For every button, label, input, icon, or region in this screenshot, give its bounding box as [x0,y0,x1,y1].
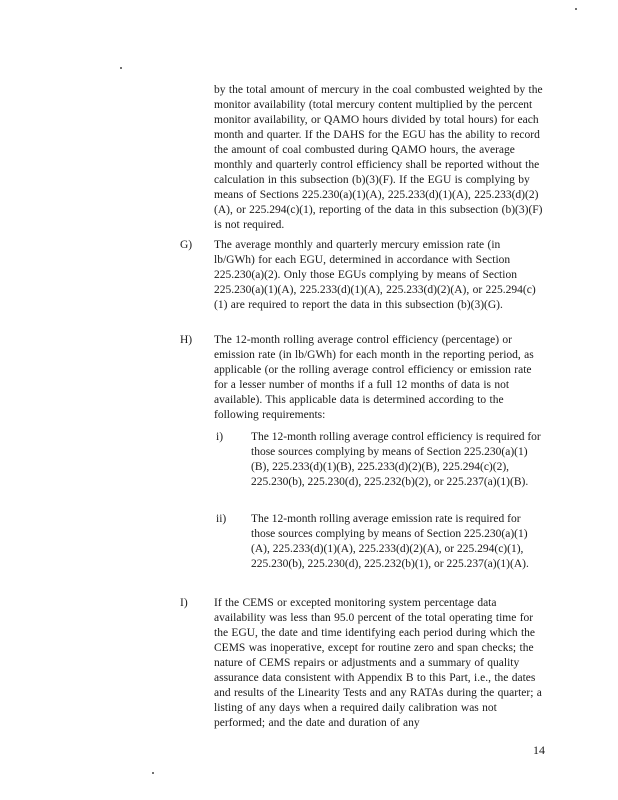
item-text-h: The 12-month rolling average control efficiency (percentage) or emission rate (in lb/GWh) for each month in the reporting period, as applicable (or the rolling average control efficiency or emission rate for a lesser number of months if a full 12 months of data is not available). This applicable data is determined according to the following requirements: [214,334,534,421]
subitem-label-ii: ii) [216,513,227,525]
scan-speck [152,772,154,774]
subitem-text-i: The 12-month rolling average control efficiency is required for those sources complying by means of Section 225.230(a)(1)(B), 225.233(d)(1)(B), 225.233(d)(2)(B), 225.294(c)(2), 225.230(b), 225.230(d), 225.232(b)(2), or 225.237(a)(1)(B). [251,431,541,488]
item-label-g: G) [180,239,193,251]
subitem-label-i: i) [216,431,224,443]
scan-speck [575,8,577,10]
item-label-i: I) [180,597,188,609]
scan-speck [120,67,122,69]
item-label-h: H) [180,334,193,346]
subitem-text-ii: The 12-month rolling average emission rate is required for those sources complying by means of Section 225.230(a)(1)(A), 225.233(d)(1)(A), 225.233(d)(2)(A), or 225.294(c)(1), 225.230(b), 225.230(d), 225.232(b)(1), or 225.237(a)(1)(A). [251,513,529,570]
item-text-i: If the CEMS or excepted monitoring system percentage data availability was less than 95.0 percent of the total operating time for the EGU, the date and time identifying each period during which the CEMS was inoperative, except for routine zero and span checks; the nature of CEMS repairs or adjustments and a summary of quality assurance data consistent with Appendix B to this Part, i.e., the dates and results of the Linearity Tests and any RATAs during the quarter; a listing of any days when a required daily calibration was not performed; and the date and duration of any [214,597,542,729]
item-text-g: The average monthly and quarterly mercury emission rate (in lb/GWh) for each EGU, determined in accordance with Section 225.230(a)(2). Only those EGUs complying by means of Section 225.230(a)(1)(A), 225.233(d)(1)(A), 225.233(d)(2)(A), or 225.294(c)(1) are required to report the data in this subsection (b)(3)(G). [214,239,536,311]
page-number: 14 [533,743,545,757]
continuation-paragraph: by the total amount of mercury in the coal combusted weighted by the monitor availability (total mercury content multiplied by the percent monitor availability, or QAMO hours divided by total hours) for each month and quarter. If the DAHS for the EGU has the ability to record the amount of coal combusted during QAMO hours, the average monthly and quarterly control efficiency shall be reported without the calculation in this subsection (b)(3)(F). If the EGU is complying by means of Sections 225.230(a)(1)(A), 225.233(d)(1)(A), 225.233(d)(2)(A), or 225.294(c)(1), reporting of the data in this subsection (b)(3)(F) is not required. [214,84,543,231]
